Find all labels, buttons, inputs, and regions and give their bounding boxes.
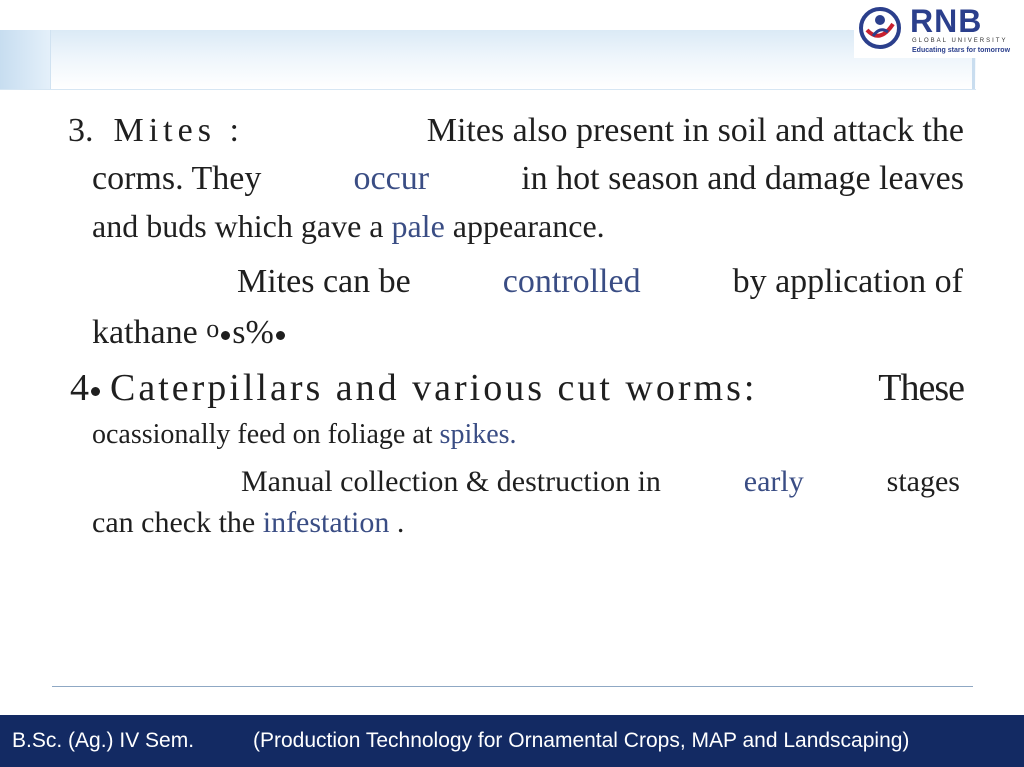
logo-name: RNB <box>910 3 983 39</box>
bullet-dot <box>91 387 100 396</box>
item3-line2-b: occur <box>353 160 430 197</box>
item4-manual-c: stages <box>886 465 960 498</box>
item4-line2 <box>92 415 517 455</box>
bullet-dot <box>221 331 230 340</box>
item3-kathane <box>92 309 287 353</box>
kathane-percent: s% <box>232 314 274 351</box>
item4-heading-line <box>70 366 964 410</box>
item4-last-b: infestation <box>262 506 390 539</box>
item3-line3-c: appearance. <box>452 208 605 244</box>
kathane-symbol: o <box>206 314 220 343</box>
item4-line2-b: feed on foliage at <box>237 419 433 450</box>
item4-last <box>92 503 404 543</box>
item3-control <box>237 262 963 302</box>
item3-line2-c: in hot season and damage leaves <box>521 160 964 197</box>
logo-tagline: Educating stars for tomorrow <box>912 47 1011 54</box>
footer-bar <box>0 715 1024 767</box>
item3-control-a: Mites can be <box>237 263 411 300</box>
footer-divider <box>52 686 973 687</box>
logo-subtitle: GLOBAL UNIVERSITY <box>912 38 1008 44</box>
item3-line3 <box>92 206 605 246</box>
item4-last-c: . <box>396 506 405 539</box>
item3-text: Mites also present in soil and attack the <box>426 112 964 149</box>
item4-manual-a: Manual collection & destruction in <box>241 465 661 498</box>
item4-line2-a: ocassionally <box>92 419 231 450</box>
item3-line1 <box>68 111 964 151</box>
item3-control-b: controlled <box>502 263 641 300</box>
item4-heading: Caterpillars and various cut worms: <box>110 367 758 409</box>
item4-line2-c: spikes. <box>439 419 517 450</box>
bullet-dot <box>276 331 285 340</box>
footer-subject: (Production Technology for Ornamental Crops, MAP and Landscaping) <box>253 729 910 752</box>
item3-number: 3. <box>68 112 94 149</box>
item4-manual <box>241 462 960 502</box>
item4-manual-b: early <box>743 465 804 498</box>
item4-heading-tail: These <box>878 367 964 409</box>
item3-line3-b: pale <box>391 208 445 244</box>
item4-last-a: can check the <box>92 506 256 539</box>
item4-number: 4 <box>70 367 89 409</box>
kathane-text: kathane <box>92 314 198 351</box>
item3-control-c: by application of <box>732 263 963 300</box>
item3-heading: Mites : <box>113 112 244 149</box>
item3-line2 <box>92 159 964 199</box>
footer-course: B.Sc. (Ag.) IV Sem. <box>12 729 195 752</box>
item3-line3-a: and buds which gave a <box>92 208 384 244</box>
item3-line2-a: corms. They <box>92 160 262 197</box>
